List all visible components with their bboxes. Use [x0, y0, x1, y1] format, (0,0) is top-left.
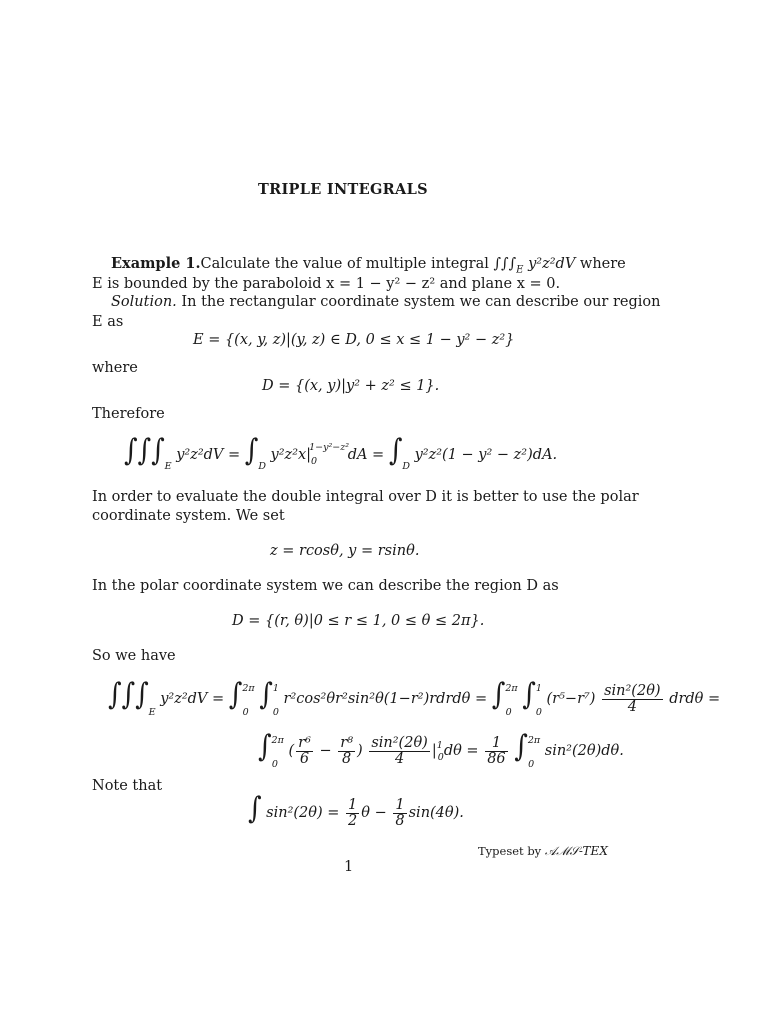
paragraph-region: In the polar coordinate system we can describe the region D as: [92, 578, 559, 594]
limit-lower: 0: [528, 759, 535, 770]
limit-lower: 0: [272, 707, 279, 718]
integral-sign: ∫: [137, 433, 152, 469]
fraction-denominator: 4: [394, 750, 405, 767]
limit-upper: 2π: [242, 683, 255, 694]
so-we-have-text: So we have: [92, 648, 176, 664]
fraction-denominator: 86: [487, 750, 506, 767]
integral-sign: ∫: [248, 791, 262, 827]
solution-line-2: E as: [92, 314, 124, 330]
solution-line-1: [111, 295, 660, 310]
eq-note-end: sin(4θ).: [408, 805, 464, 821]
integral-sign: ∫: [121, 677, 136, 713]
example-line-1: [111, 257, 626, 276]
integral-sub-d: D: [258, 461, 266, 472]
fraction: [602, 684, 663, 714]
fraction-denominator: 6: [299, 750, 310, 767]
eq-big-int2: (r⁵−r⁷): [546, 691, 596, 707]
note-that-text: Note that: [92, 778, 163, 794]
example-label: Example 1.: [111, 255, 201, 272]
eq3-mid-sup: 1−y²−z²: [309, 442, 350, 453]
fraction: [296, 736, 313, 766]
integral-sign: ∫: [388, 433, 403, 469]
eval-upper: 1: [436, 740, 443, 751]
therefore-text: Therefore: [92, 406, 165, 422]
equation-d-polar: D = {(r, θ)|0 ≤ r ≤ 1, 0 ≤ θ ≤ 2π}.: [232, 613, 485, 629]
where-text: where: [92, 360, 138, 376]
limit-lower: 0: [242, 707, 249, 718]
example-end: where: [575, 256, 626, 272]
limit-upper: 1: [535, 683, 542, 694]
equation-note: [248, 791, 464, 829]
equation-triple-integral: [124, 433, 558, 472]
equation-e-region: E = {(x, y, z)|(y, z) ∈ D, 0 ≤ x ≤ 1 − y² − z²}: [193, 332, 515, 348]
integral-sign: ∫: [228, 677, 243, 713]
paragraph-polar-line-1: In order to evaluate the double integral over D it is better to use the polar: [92, 489, 639, 505]
ams-tex-logo: 𝒜ℳ𝒮-TEX: [544, 844, 608, 858]
integral-sub-e: E: [148, 707, 156, 718]
eq-big2-end: sin²(2θ)dθ.: [544, 743, 624, 759]
integral-sign: ∫: [259, 677, 273, 713]
eq3-lhs: y²z²dV =: [176, 447, 241, 463]
equation-big-line-1: [108, 677, 721, 718]
integral-sign: ∫: [135, 677, 149, 713]
eq-big-int1: r²cos²θr²sin²θ(1−r²)rdrdθ =: [283, 691, 488, 707]
integral-sign: ∫: [258, 729, 272, 765]
fraction-numerator: r⁸: [340, 735, 354, 751]
limit-lower: 0: [271, 759, 278, 770]
paragraph-polar-line-2: coordinate system. We set: [92, 508, 285, 524]
integral-sign: ∫: [491, 677, 506, 713]
eq-big-tail: drdθ =: [669, 691, 721, 707]
fraction-numerator: 1: [395, 797, 405, 813]
typeset-label: Typeset by: [478, 844, 542, 858]
fraction-numerator: sin²(2θ): [604, 683, 661, 699]
integral-sub-e: E: [164, 461, 172, 472]
fraction: [338, 736, 355, 766]
page-number: 1: [344, 859, 354, 875]
fraction: [369, 736, 430, 766]
fraction-numerator: sin²(2θ): [371, 735, 428, 751]
eq-big2-close: ): [357, 743, 363, 759]
fraction: [393, 798, 406, 828]
eq-big2-minus: −: [319, 743, 332, 759]
page-title: TRIPLE INTEGRALS: [258, 181, 428, 198]
eq3-mid-end: dA =: [347, 447, 385, 463]
eq-big2-open: (: [288, 743, 295, 759]
fraction-denominator: 8: [342, 750, 352, 767]
integral-sign: ∫: [522, 677, 536, 713]
eq-note-mid: θ −: [361, 805, 387, 821]
example-text: Calculate the value of multiple integral ∫∫∫: [200, 256, 517, 272]
integral-sign: ∫: [108, 677, 122, 713]
limit-lower: 0: [505, 707, 512, 718]
integral-sign: ∫: [151, 433, 165, 469]
eq-big2-eval: |: [431, 743, 437, 759]
fraction-denominator: 2: [348, 812, 358, 829]
fraction: [346, 798, 359, 828]
fraction-denominator: 8: [395, 812, 405, 829]
limit-lower: 0: [535, 707, 542, 718]
example-sub-e: E: [516, 264, 524, 276]
integral-sign: ∫: [244, 433, 259, 469]
fraction-numerator: 1: [485, 736, 507, 752]
fraction-numerator: r⁶: [298, 735, 311, 751]
fraction-numerator: 1: [348, 797, 358, 813]
typeset-footer: [478, 845, 608, 858]
equation-d-region: D = {(x, y)|y² + z² ≤ 1}.: [262, 378, 440, 394]
eq3-mid: y²z²x|: [270, 447, 312, 463]
eq-big-lhs: y²z²dV =: [160, 691, 225, 707]
integral-sign: ∫: [514, 729, 528, 765]
eq3-rhs: y²z²(1 − y² − z²)dA.: [414, 447, 558, 463]
eq-big2-dtheta: dθ =: [443, 743, 479, 759]
solution-text: In the rectangular coordinate system we can describe our region: [176, 294, 661, 310]
integral-sub-d: D: [402, 461, 410, 472]
eq-note-lhs: sin²(2θ) =: [266, 805, 340, 821]
limit-upper: 2π: [271, 735, 284, 746]
limit-upper: 1: [272, 683, 279, 694]
example-line-2: E is bounded by the paraboloid x = 1 − y² − z² and plane x = 0.: [92, 276, 561, 292]
fraction-denominator: 4: [627, 698, 637, 715]
solution-label: Solution.: [111, 294, 177, 310]
limit-upper: 2π: [527, 735, 541, 746]
integral-sign: ∫: [124, 433, 138, 469]
equation-big-line-2: [258, 729, 624, 770]
fraction: [485, 736, 507, 766]
equation-polar-substitution: z = rcosθ, y = rsinθ.: [270, 543, 420, 559]
eq3-mid-sub: 0: [311, 456, 318, 467]
limit-upper: 2π: [505, 683, 518, 694]
eval-lower: 0: [437, 752, 444, 763]
example-expr: y²z²dV: [523, 256, 576, 272]
